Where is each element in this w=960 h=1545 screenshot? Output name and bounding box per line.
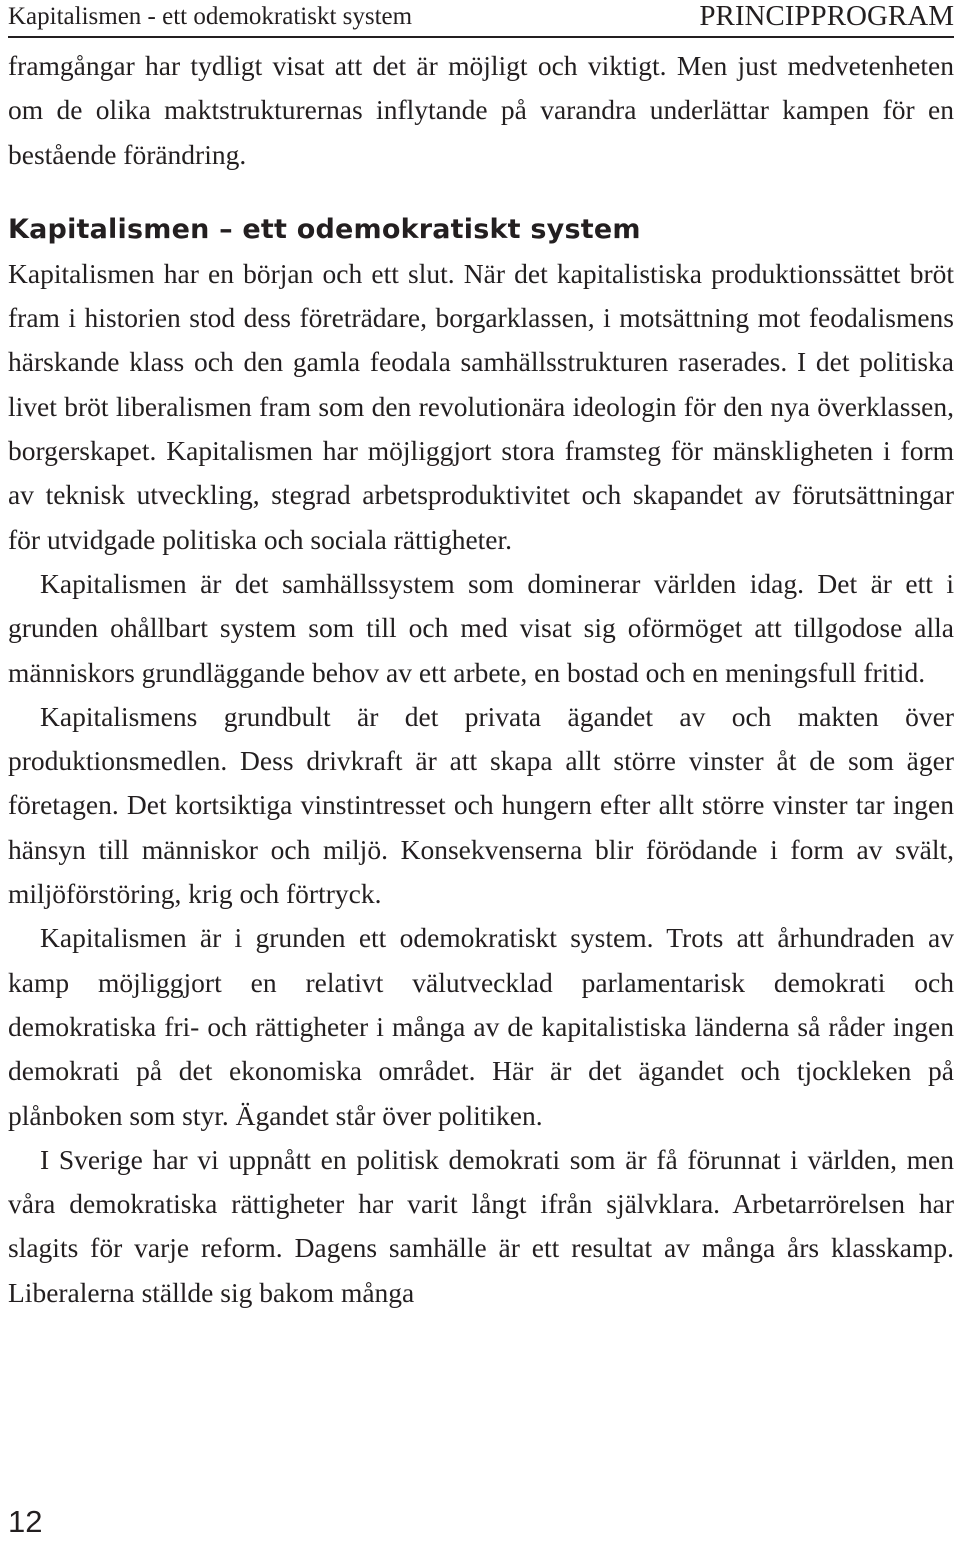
paragraph: Kapitalismen är det samhällssystem som dominerar världen idag. Det är ett i grunden ohållbart system som till och med visat sig oförmöget att tillgodose alla människors grundläggande behov av ett arbete, en bostad och en meningsfull fritid. [8,567,954,688]
paragraph: I Sverige har vi uppnått en politisk demokrati som är få förunnat i världen, men våra demokratiska rättigheter har varit långt ifrån självklara. Arbetarrörelsen har slagits för varje reform. Dagens samhälle är ett resultat av många års klasskamp. Liberalerna ställde sig bakom många [8,1143,954,1308]
continued-paragraph: framgångar har tydligt visat att det är möjligt och viktigt. Men just medvetenheten om de olika maktstrukturernas inflytande på varandra underlättar kampen för en bestående förändring. [8,50,954,170]
header-document-title: PRINCIPPROGRAM [699,0,954,32]
paragraph: Kapitalismen är i grunden ett odemokratiskt system. Trots att århundraden av kamp möjliggjort en relativt välutvecklad parlamentarisk demokrati och demokratiska fri- och rättigheter i många av de kapitalistiska länderna så råder ingen demokrati på det ekonomiska området. Här är det ägandet och tjockleken på plånboken som styr. Ägandet står över politiken. [8,922,954,1131]
header-section-title: Kapitalismen - ett odemokratiskt system [8,3,413,30]
paragraph: Kapitalismen har en början och ett slut. När det kapitalistiska produktionssättet bröt fram i historien stod dess företrädare, borgarklassen, i motsättning mot feodalismens härskande klass och den gamla feodala samhällsstrukturen raserades. I det politiska livet bröt liberalismen fram som den revolutionära ideologin för den nya överklassen, borgerskapet. Kapitalismen har möjliggjort stora framsteg för mänskligheten i form av teknisk utveckling, stegrad arbetsproduktivitet och skapandet av förutsättningar för utvidgade politiska och sociala rättigheter. [8,257,954,555]
page-number: 12 [8,1504,43,1539]
running-header [8,0,954,38]
paragraph: Kapitalismens grundbult är det privata ägandet av och makten över produktionsmedlen. Dess drivkraft är att skapa allt större vinster åt de som äger företagen. Det kortsiktiga vinstintresset och hungern efter allt större vinster tar ingen hänsyn till människor och miljö. Konsekvenserna blir förödande i form av svält, miljöförstöring, krig och förtryck. [8,700,954,910]
body-text [8,44,954,1315]
section-heading: Kapitalismen – ett odemokratiskt system [8,213,641,245]
